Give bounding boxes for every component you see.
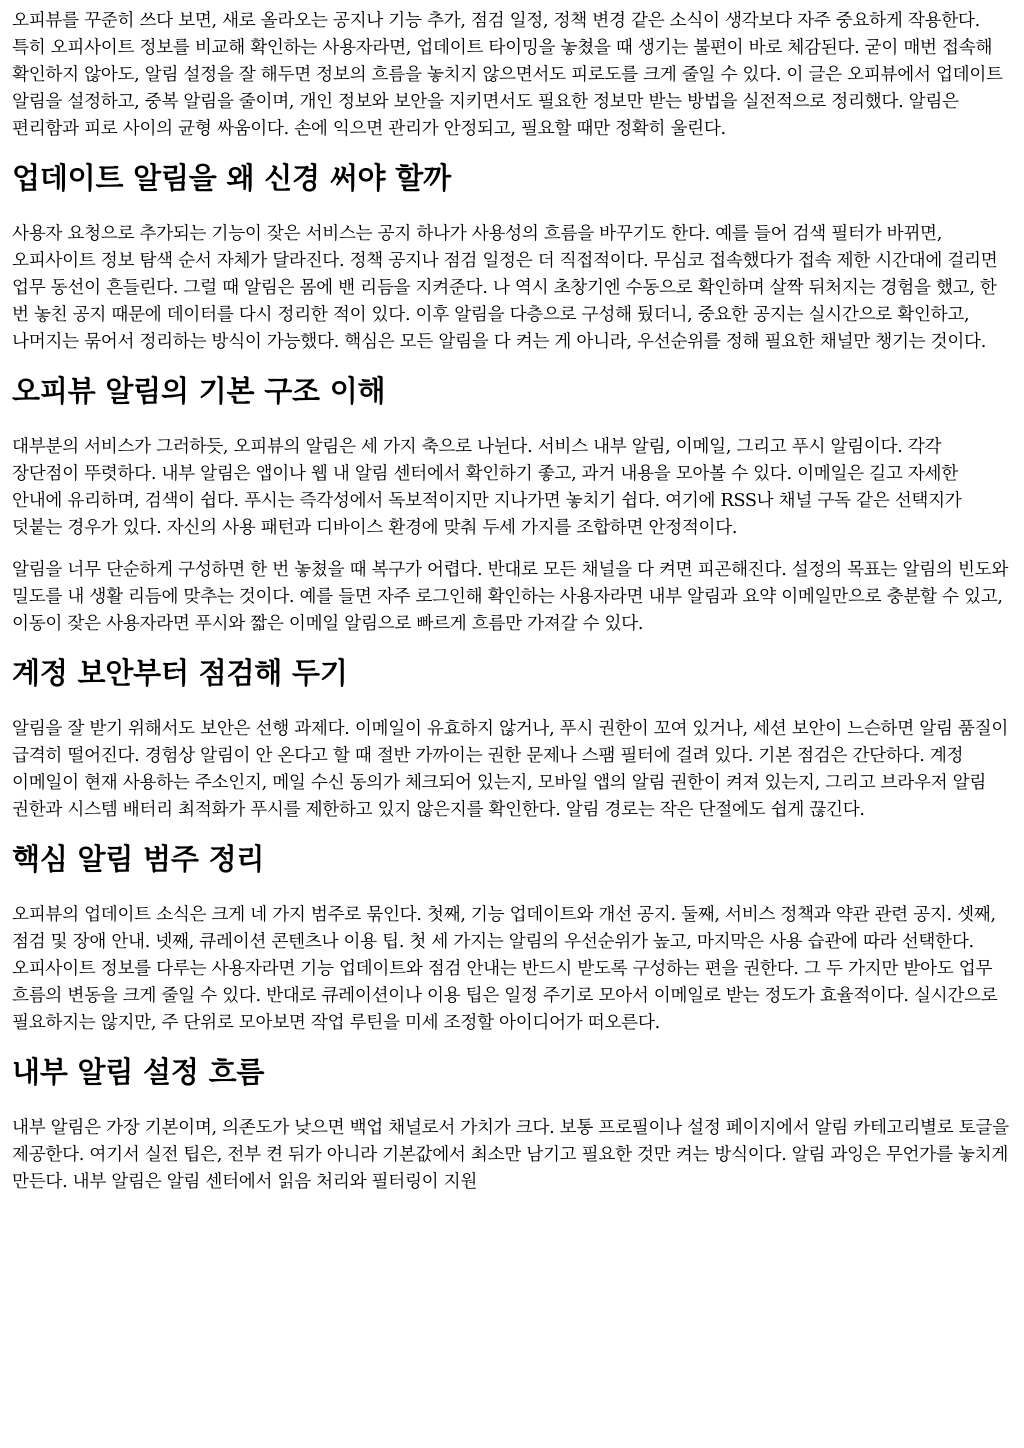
section-heading: 내부 알림 설정 흐름 [12, 1055, 265, 1089]
section-heading: 업데이트 알림을 왜 신경 써야 할까 [12, 161, 451, 195]
section-notification-categories [12, 841, 1010, 1037]
section-heading: 핵심 알림 범주 정리 [12, 842, 265, 876]
section-internal-notification-flow [12, 1054, 1010, 1196]
intro-paragraph: 오피뷰를 꾸준히 쓰다 보면, 새로 올라오는 공지나 기능 추가, 점검 일정, 정책 변경 같은 소식이 생각보다 자주 중요하게 작용한다. 특히 오피사이트 정보를 비교해 확인하는 사용자라면, 업데이트 타이밍을 놓쳤을 때 생기는 불편이 바로 체감된다. 굳이 매번 접속해 확인하지 않아도, 알림 설정을 잘 해두면 정보의 흐름을 놓치지 않으면서도 피로도를 크게 줄일 수 있다. 이 글은 오피뷰에서 업데이트 알림을 설정하고, 중복 알림을 줄이며, 개인 정보와 보안을 지키면서도 필요한 정보만 받는 방법을 실전적으로 정리했다. 알림은 편리함과 피로 사이의 균형 싸움이다. 손에 익으면 관리가 안정되고, 필요할 때만 정확히 울린다. [12, 11, 1003, 139]
section-account-security [12, 655, 1010, 824]
section-paragraph: 알림을 잘 받기 위해서도 보안은 선행 과제다. 이메일이 유효하지 않거나, 푸시 권한이 꼬여 있거나, 세션 보안이 느슨하면 알림 품질이 급격히 떨어진다. 경험상 알림이 안 온다고 할 때 절반 가까이는 권한 문제나 스팸 필터에 걸려 있다. 기본 점검은 간단하다. 계정 이메일이 현재 사용하는 주소인지, 메일 수신 동의가 체크되어 있는지, 모바일 앱의 알림 권한이 켜져 있는지, 그리고 브라우저 알림 권한과 시스템 배터리 최적화가 푸시를 제한하고 있지 않은지를 확인한다. 알림 경로는 작은 단절에도 쉽게 끊긴다. [12, 719, 1009, 820]
section-why-notifications [12, 160, 1010, 356]
article [12, 8, 1010, 1211]
section-paragraph: 알림을 너무 단순하게 구성하면 한 번 놓쳤을 때 복구가 어렵다. 반대로 모든 채널을 다 켜면 피곤해진다. 설정의 목표는 알림의 빈도와 밀도를 내 생활 리듬에 맞추는 것이다. 예를 들면 자주 로그인해 확인하는 사용자라면 내부 알림과 요약 이메일만으로 충분할 수 있고, 이동이 잦은 사용자라면 푸시와 짧은 이메일 알림으로 빠르게 흐름만 가져갈 수 있다. [12, 560, 1009, 634]
section-paragraph: 사용자 요청으로 추가되는 기능이 잦은 서비스는 공지 하나가 사용성의 흐름을 바꾸기도 한다. 예를 들어 검색 필터가 바뀌면, 오피사이트 정보 탐색 순서 자체가 달라진다. 정책 공지나 점검 일정은 더 직접적이다. 무심코 접속했다가 접속 제한 시간대에 걸리면 업무 동선이 흔들린다. 그럴 때 알림은 몸에 밴 리듬을 지켜준다. 나 역시 초창기엔 수동으로 확인하며 살짝 뒤처지는 경험을 했고, 한 번 놓친 공지 때문에 데이터를 다시 정리한 적이 있다. 이후 알림을 다층으로 구성해 뒀더니, 중요한 공지는 실시간으로 확인하고, 나머지는 묶어서 정리하는 방식이 가능했다. 핵심은 모든 알림을 다 켜는 게 아니라, 우선순위를 정해 필요한 채널만 챙기는 것이다. [12, 224, 998, 352]
section-paragraph: 오피뷰의 업데이트 소식은 크게 네 가지 범주로 묶인다. 첫째, 기능 업데이트와 개선 공지. 둘째, 서비스 정책과 약관 관련 공지. 셋째, 점검 및 장애 안내. 넷째, 큐레이션 콘텐츠나 이용 팁. 첫 세 가지는 알림의 우선순위가 높고, 마지막은 사용 습관에 따라 선택한다. 오피사이트 정보를 다루는 사용자라면 기능 업데이트와 점검 안내는 반드시 받도록 구성하는 편을 권한다. 그 두 가지만 받아도 업무 흐름의 변동을 크게 줄일 수 있다. 반대로 큐레이션이나 이용 팁은 일정 주기로 모아서 이메일로 받는 정도가 효율적이다. 실시간으로 필요하지는 않지만, 주 단위로 모아보면 작업 루틴을 미세 조정할 아이디어가 떠오른다. [12, 905, 998, 1033]
section-paragraph: 대부분의 서비스가 그러하듯, 오피뷰의 알림은 세 가지 축으로 나뉜다. 서비스 내부 알림, 이메일, 그리고 푸시 알림이다. 각각 장단점이 뚜렷하다. 내부 알림은 앱이나 웹 내 알림 센터에서 확인하기 좋고, 과거 내용을 모아볼 수 있다. 이메일은 길고 자세한 안내에 유리하며, 검색이 쉽다. 푸시는 즉각성에서 독보적이지만 지나가면 놓치기 쉽다. 여기에 RSS나 채널 구독 같은 선택지가 덧붙는 경우가 있다. 자신의 사용 패턴과 디바이스 환경에 맞춰 두세 가지를 조합하면 안정적이다. [12, 437, 962, 538]
section-paragraph: 내부 알림은 가장 기본이며, 의존도가 낮으면 백업 채널로서 가치가 크다. 보통 프로필이나 설정 페이지에서 알림 카테고리별로 토글을 제공한다. 여기서 실전 팁은, 전부 켠 뒤가 아니라 기본값에서 최소만 남기고 필요한 것만 켜는 방식이다. 알림 과잉은 무언가를 놓치게 만든다. 내부 알림은 알림 센터에서 읽음 처리와 필터링이 지원 [12, 1118, 1009, 1192]
section-notification-structure [12, 373, 1010, 638]
section-heading: 오피뷰 알림의 기본 구조 이해 [12, 374, 386, 408]
section-heading: 계정 보안부터 점검해 두기 [12, 656, 348, 690]
